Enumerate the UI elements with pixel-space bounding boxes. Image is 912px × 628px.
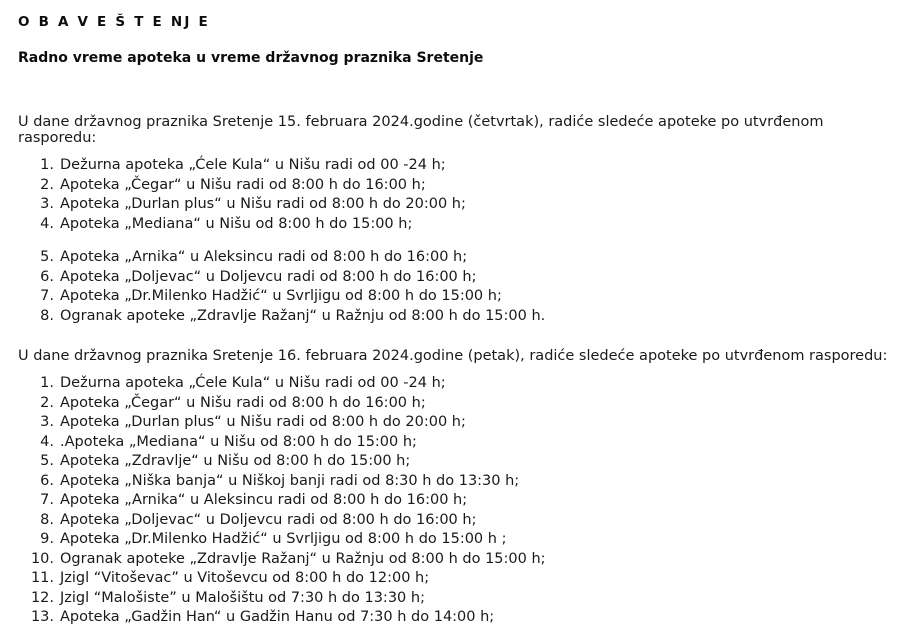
list-item-number: 6. bbox=[40, 268, 54, 285]
list-item bbox=[18, 195, 888, 215]
list-item-number: 11. bbox=[30, 570, 54, 586]
list-item-text: Ogranak apoteke „Zdravlje Ražanj“ u Ražnju od 8:00 h do 15:00 h; bbox=[60, 550, 546, 567]
pharmacy-list-2 bbox=[18, 374, 888, 628]
list-item-text: Apoteka „Doljevac“ u Doljevcu radi od 8:00 h do 16:00 h; bbox=[60, 511, 477, 528]
list-item-number: 8. bbox=[40, 511, 54, 528]
list-item bbox=[18, 248, 888, 268]
list-item bbox=[18, 608, 888, 628]
list-item-text: Apoteka „Arnika“ u Aleksincu radi od 8:00 h do 16:00 h; bbox=[60, 249, 468, 265]
list-item bbox=[18, 511, 888, 531]
list-item-number: 7. bbox=[40, 288, 54, 304]
pharmacy-list-1 bbox=[18, 156, 888, 326]
list-item-number: 10. bbox=[30, 550, 54, 567]
list-item-text: Ogranak apoteke „Zdravlje Ražanj“ u Ražnju od 8:00 h do 15:00 h. bbox=[60, 307, 546, 324]
list-item-number: 6. bbox=[40, 472, 54, 489]
list-item-number: 2. bbox=[40, 176, 54, 193]
document-subheading: Radno vreme apoteka u vreme državnog praznika Sretenje bbox=[18, 50, 484, 66]
list-item-number: 3. bbox=[40, 414, 54, 430]
list-item-text: Apoteka „Arnika“ u Aleksincu radi od 8:00 h do 16:00 h; bbox=[60, 492, 468, 508]
list-item-text: Apoteka „Mediana“ u Nišu od 8:00 h do 15:00 h; bbox=[60, 215, 413, 232]
list-item-text: Jzigl “Vitoševac” u Vitoševcu od 8:00 h do 12:00 h; bbox=[60, 570, 430, 586]
list-item bbox=[18, 176, 888, 196]
list-item-number: 4. bbox=[40, 215, 54, 232]
list-item bbox=[18, 394, 888, 414]
list-item bbox=[18, 491, 888, 511]
list-item bbox=[18, 215, 888, 235]
list-item-text: Dežurna apoteka „Ćele Kula“ u Nišu radi od 00 -24 h; bbox=[60, 375, 446, 391]
section-paragraph-2: U dane državnog praznika Sretenje 16. februara 2024.godine (petak), radiće sledeće apoteke po utvrđenom rasporedu: bbox=[18, 348, 888, 364]
document-heading: O B A V E Š T E NJ E bbox=[18, 14, 210, 30]
list-item-text: .Apoteka „Mediana“ u Nišu od 8:00 h do 15:00 h; bbox=[60, 433, 417, 450]
list-item bbox=[18, 307, 888, 327]
list-item bbox=[18, 433, 888, 453]
list-item bbox=[18, 268, 888, 288]
list-item-number: 1. bbox=[40, 375, 54, 391]
list-item bbox=[18, 472, 888, 492]
list-item-number: 4. bbox=[40, 433, 54, 450]
list-item-number: 1. bbox=[40, 157, 54, 173]
list-item-text: Apoteka „Dr.Milenko Hadžić“ u Svrljigu od 8:00 h do 15:00 h ; bbox=[60, 531, 507, 547]
list-item-text: Apoteka „Niška banja“ u Niškoj banji radi od 8:30 h do 13:30 h; bbox=[60, 472, 520, 489]
list-item bbox=[18, 569, 888, 589]
list-item-text: Apoteka „Doljevac“ u Doljevcu radi od 8:00 h do 16:00 h; bbox=[60, 268, 477, 285]
list-item-number: 7. bbox=[40, 492, 54, 508]
list-item-text: Apoteka „Durlan plus“ u Nišu radi od 8:00 h do 20:00 h; bbox=[60, 414, 466, 430]
list-item-number: 13. bbox=[30, 609, 54, 625]
list-item-number: 12. bbox=[30, 589, 54, 606]
list-item-text: Apoteka „Durlan plus“ u Nišu radi od 8:00 h do 20:00 h; bbox=[60, 196, 466, 212]
list-item bbox=[18, 550, 888, 570]
list-item-number: 2. bbox=[40, 394, 54, 411]
list-item-text: Jzigl “Malošiste” u Malošištu od 7:30 h do 13:30 h; bbox=[60, 589, 425, 606]
list-item-number: 8. bbox=[40, 307, 54, 324]
list-item bbox=[18, 287, 888, 307]
list-item-text: Dežurna apoteka „Ćele Kula“ u Nišu radi od 00 -24 h; bbox=[60, 157, 446, 173]
list-item-number: 5. bbox=[40, 453, 54, 469]
list-item-number: 9. bbox=[40, 531, 54, 547]
list-item bbox=[18, 589, 888, 609]
list-item-number: 3. bbox=[40, 196, 54, 212]
list-item-text: Apoteka „Gadžin Han“ u Gadžin Hanu od 7:30 h do 14:00 h; bbox=[60, 609, 495, 625]
list-item bbox=[18, 156, 888, 176]
list-item bbox=[18, 413, 888, 433]
list-item bbox=[18, 452, 888, 472]
list-item-text: Apoteka „Čegar“ u Nišu radi od 8:00 h do 16:00 h; bbox=[60, 394, 426, 411]
list-item-text: Apoteka „Dr.Milenko Hadžić“ u Svrljigu od 8:00 h do 15:00 h; bbox=[60, 288, 502, 304]
list-item-number: 5. bbox=[40, 249, 54, 265]
list-item bbox=[18, 530, 888, 550]
list-item-text: Apoteka „Zdravlje“ u Nišu od 8:00 h do 15:00 h; bbox=[60, 453, 411, 469]
list-item-text: Apoteka „Čegar“ u Nišu radi od 8:00 h do 16:00 h; bbox=[60, 176, 426, 193]
section-paragraph-1: U dane državnog praznika Sretenje 15. februara 2024.godine (četvrtak), radiće sledeće apoteke po utvrđenom rasporedu: bbox=[18, 114, 824, 146]
list-item bbox=[18, 374, 888, 394]
